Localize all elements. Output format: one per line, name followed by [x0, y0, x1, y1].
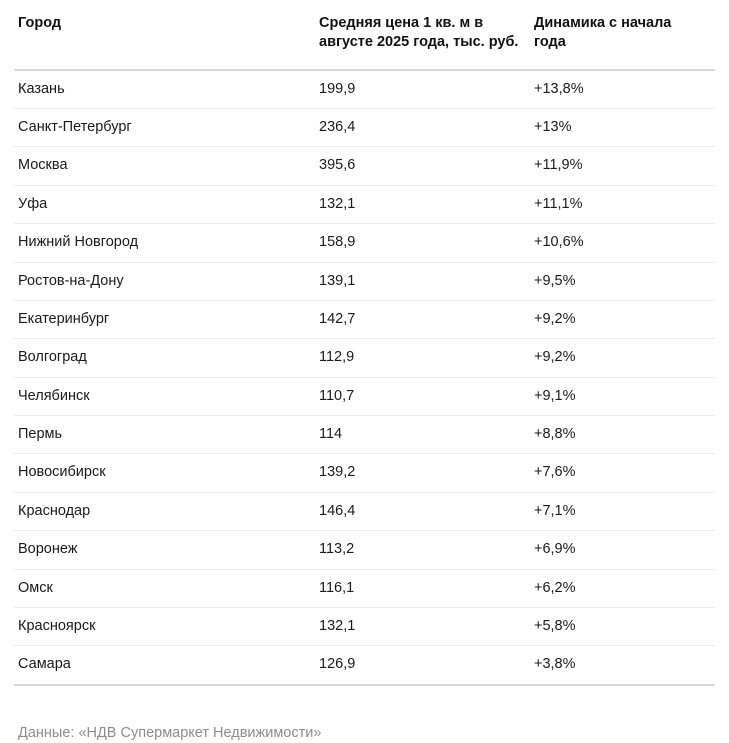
table-body: [14, 70, 715, 685]
cell-city: Ростов-на-Дону: [14, 262, 319, 300]
cell-city: Воронеж: [14, 531, 319, 569]
table-row: [14, 416, 715, 454]
cell-average-price: 139,2: [319, 454, 534, 492]
cell-dynamics: +7,1%: [534, 492, 715, 530]
table-row: [14, 377, 715, 415]
cell-city: Самара: [14, 646, 319, 685]
cell-city: Казань: [14, 70, 319, 109]
table-row: [14, 569, 715, 607]
table-header-row: [14, 0, 715, 70]
cell-dynamics: +13,8%: [534, 70, 715, 109]
cell-average-price: 142,7: [319, 300, 534, 338]
cell-average-price: 110,7: [319, 377, 534, 415]
table-row: [14, 262, 715, 300]
table-row: [14, 339, 715, 377]
cell-average-price: 113,2: [319, 531, 534, 569]
cell-city: Пермь: [14, 416, 319, 454]
cell-dynamics: +6,9%: [534, 531, 715, 569]
table-row: [14, 454, 715, 492]
cell-city: Красноярск: [14, 608, 319, 646]
cell-city: Краснодар: [14, 492, 319, 530]
cell-city: Москва: [14, 147, 319, 185]
table-row: [14, 185, 715, 223]
cell-dynamics: +8,8%: [534, 416, 715, 454]
column-header-average-price: Средняя цена 1 кв. м в августе 2025 года, тыс. руб.: [319, 0, 534, 70]
cell-dynamics: +9,1%: [534, 377, 715, 415]
cell-average-price: 112,9: [319, 339, 534, 377]
cell-dynamics: +9,5%: [534, 262, 715, 300]
table-row: [14, 492, 715, 530]
cell-dynamics: +13%: [534, 108, 715, 146]
cell-dynamics: +9,2%: [534, 300, 715, 338]
cell-average-price: 132,1: [319, 608, 534, 646]
cell-city: Челябинск: [14, 377, 319, 415]
cell-average-price: 146,4: [319, 492, 534, 530]
cell-average-price: 199,9: [319, 70, 534, 109]
price-table: [14, 0, 715, 686]
cell-dynamics: +6,2%: [534, 569, 715, 607]
cell-city: Екатеринбург: [14, 300, 319, 338]
table-row: [14, 70, 715, 109]
table-row: [14, 608, 715, 646]
cell-dynamics: +5,8%: [534, 608, 715, 646]
cell-average-price: 114: [319, 416, 534, 454]
table-row: [14, 147, 715, 185]
cell-average-price: 139,1: [319, 262, 534, 300]
column-header-city: Город: [14, 0, 319, 70]
cell-dynamics: +9,2%: [534, 339, 715, 377]
cell-city: Санкт-Петербург: [14, 108, 319, 146]
cell-city: Новосибирск: [14, 454, 319, 492]
cell-average-price: 158,9: [319, 224, 534, 262]
cell-dynamics: +10,6%: [534, 224, 715, 262]
cell-city: Волгоград: [14, 339, 319, 377]
cell-city: Омск: [14, 569, 319, 607]
cell-average-price: 116,1: [319, 569, 534, 607]
table-row: [14, 108, 715, 146]
column-header-dynamics: Динамика с начала года: [534, 0, 715, 70]
cell-average-price: 132,1: [319, 185, 534, 223]
cell-average-price: 395,6: [319, 147, 534, 185]
table-row: [14, 300, 715, 338]
cell-average-price: 126,9: [319, 646, 534, 685]
cell-average-price: 236,4: [319, 108, 534, 146]
cell-dynamics: +11,9%: [534, 147, 715, 185]
table-row: [14, 646, 715, 685]
cell-dynamics: +3,8%: [534, 646, 715, 685]
table-row: [14, 531, 715, 569]
cell-city: Уфа: [14, 185, 319, 223]
table-header: [14, 0, 715, 70]
table-row: [14, 224, 715, 262]
source-footnote: Данные: «НДВ Супермаркет Недвижимости»: [18, 724, 322, 741]
cell-city: Нижний Новгород: [14, 224, 319, 262]
cell-dynamics: +7,6%: [534, 454, 715, 492]
cell-dynamics: +11,1%: [534, 185, 715, 223]
